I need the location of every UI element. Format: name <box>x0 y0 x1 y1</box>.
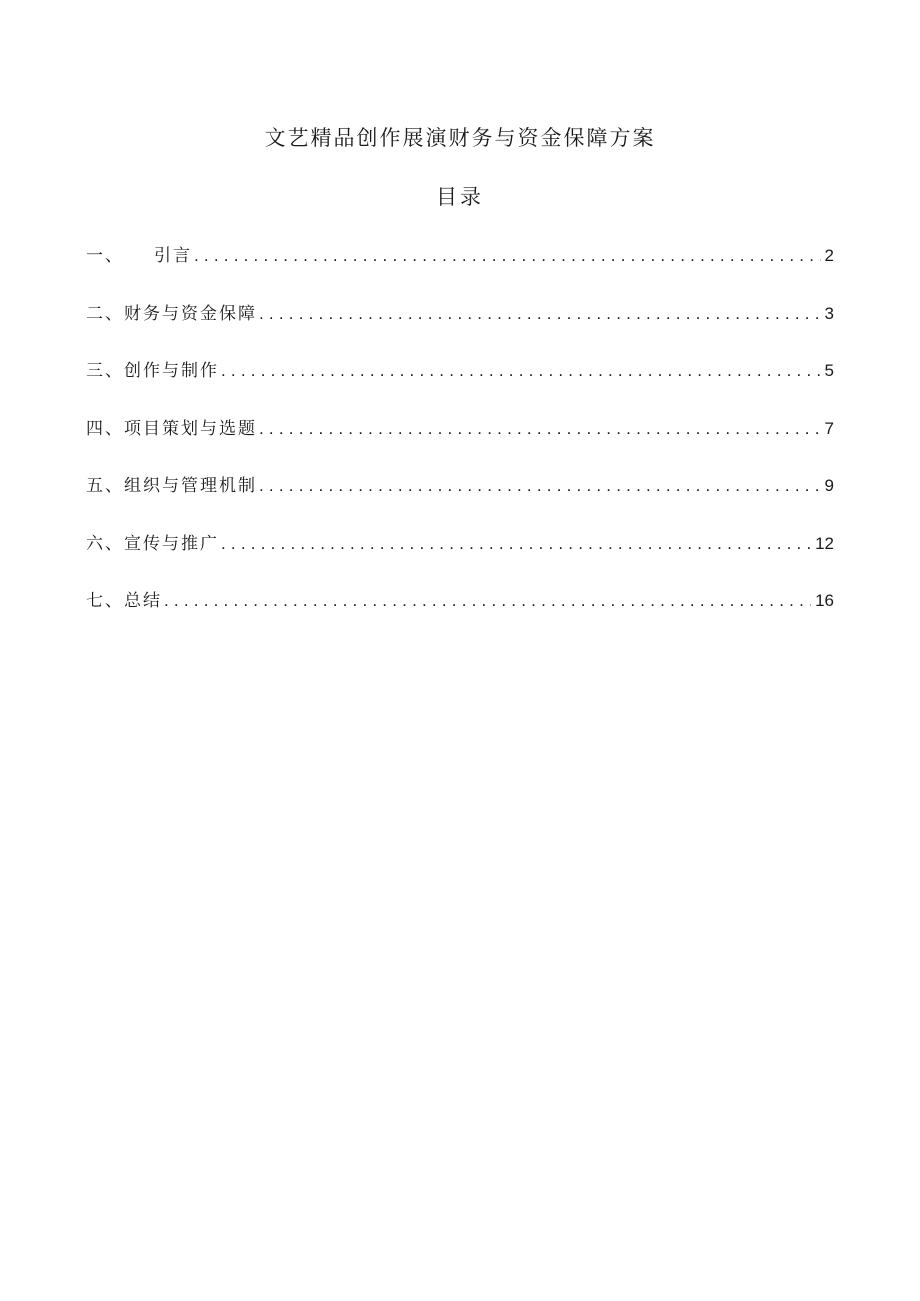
toc-entry-label <box>86 240 192 272</box>
toc-entry-summary[interactable] <box>86 585 834 643</box>
toc-entry-number: 三、 <box>86 361 124 381</box>
toc-entry-finance[interactable] <box>86 298 834 356</box>
toc-heading: 目录 <box>436 185 484 209</box>
toc-entry-title: 组织与管理机制 <box>124 476 257 496</box>
toc-entry-page: 12 <box>815 533 834 553</box>
toc-entry-title: 财务与资金保障 <box>124 303 257 324</box>
toc-entry-page: 5 <box>824 361 834 380</box>
toc-entry-label <box>86 298 257 330</box>
toc-dot-leader <box>194 240 821 272</box>
toc-entry-number: 二、 <box>86 303 124 324</box>
toc-dot-leader <box>164 585 811 617</box>
toc-dot-leader <box>259 298 821 330</box>
toc-entry-creation[interactable] <box>86 355 834 413</box>
toc-entry-organization[interactable] <box>86 470 834 528</box>
toc-entry-label <box>86 470 257 502</box>
toc-entry-page: 2 <box>824 246 834 265</box>
toc-entry-page: 16 <box>815 591 834 610</box>
toc-entry-label <box>86 413 257 445</box>
toc-entry-label <box>86 528 219 560</box>
toc-dot-leader <box>259 470 821 502</box>
toc-entry-number: 六、 <box>86 533 124 554</box>
toc-entry-planning[interactable] <box>86 413 834 471</box>
toc-entry-page: 3 <box>824 303 834 323</box>
table-of-contents <box>86 240 834 643</box>
toc-entry-promotion[interactable] <box>86 528 834 586</box>
toc-entry-label <box>86 355 219 387</box>
toc-entry-number: 五、 <box>86 476 124 496</box>
toc-entry-page: 7 <box>824 418 834 438</box>
toc-entry-title: 引言 <box>154 246 192 266</box>
toc-entry-number: 七、 <box>86 591 124 611</box>
toc-dot-leader <box>259 413 821 445</box>
toc-entry-title: 项目策划与选题 <box>124 418 257 439</box>
toc-entry-number: 一、 <box>86 246 124 266</box>
toc-entry-page: 9 <box>824 476 834 495</box>
toc-entry-title: 创作与制作 <box>124 361 219 381</box>
toc-dot-leader <box>221 528 811 560</box>
toc-entry-label <box>86 585 162 617</box>
toc-entry-number: 四、 <box>86 418 124 439</box>
toc-entry-title: 总结 <box>124 591 162 611</box>
toc-dot-leader <box>221 355 821 387</box>
document-title: 文艺精品创作展演财务与资金保障方案 <box>264 126 656 150</box>
toc-entry-introduction[interactable] <box>86 240 834 298</box>
toc-entry-title: 宣传与推广 <box>124 533 219 554</box>
